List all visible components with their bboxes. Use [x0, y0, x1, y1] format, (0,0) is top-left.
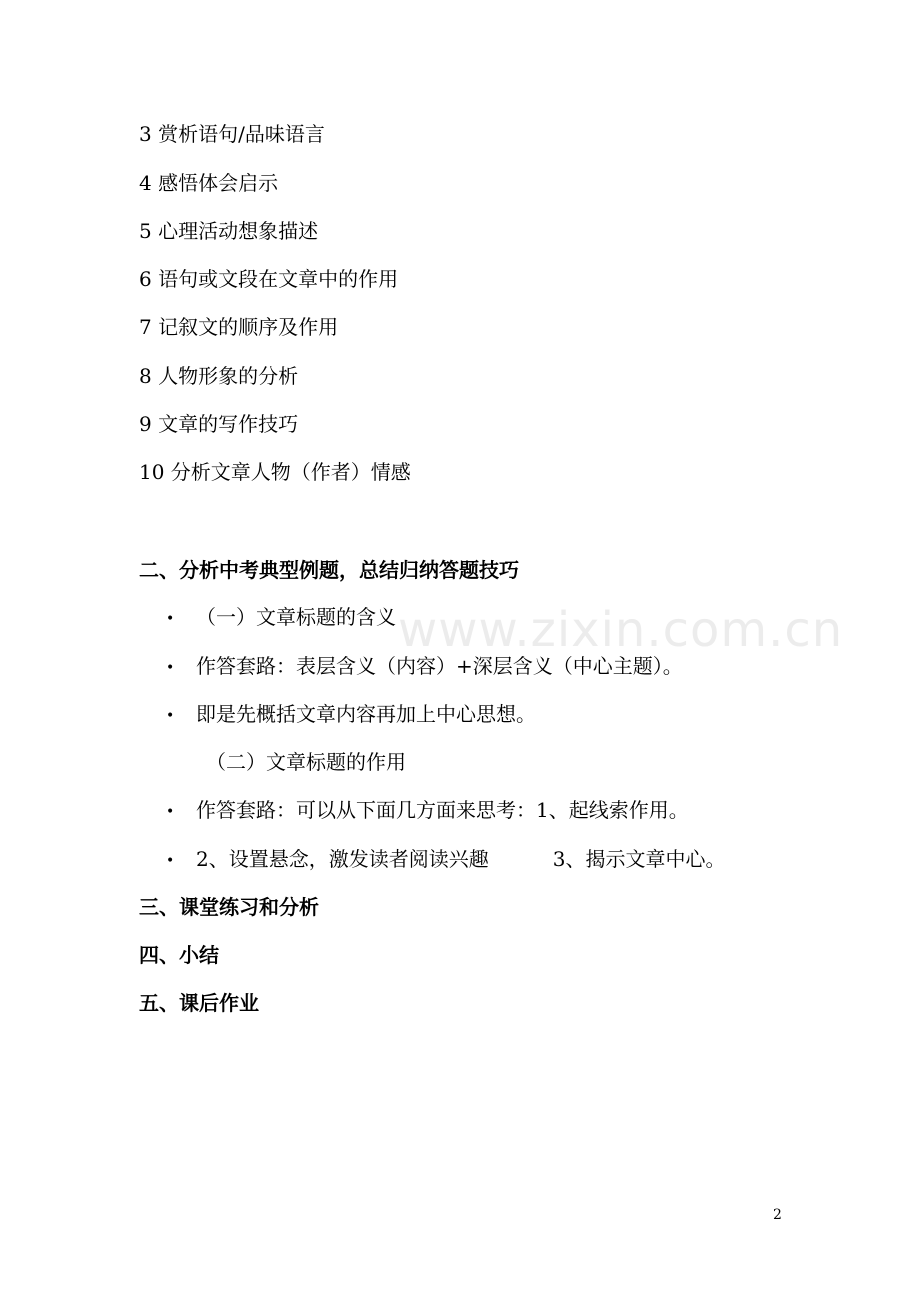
watermark: www.zixin.com.cn [398, 602, 844, 658]
bullet-icon: • [166, 852, 175, 869]
bullet-text: 作答套路：可以从下面几方面来思考：1、起线索作用。 [196, 798, 689, 822]
list-item: 5 心理活动想象描述 [139, 219, 319, 243]
list-item: 9 文章的写作技巧 [139, 412, 299, 436]
list-item: 10 分析文章人物（作者）情感 [139, 460, 411, 484]
bullet-item [166, 605, 396, 631]
list-item: 7 记叙文的顺序及作用 [139, 315, 339, 339]
section-heading: 四、小结 [139, 943, 219, 967]
list-item: 6 语句或文段在文章中的作用 [139, 267, 399, 291]
page-number: 2 [773, 1207, 782, 1223]
bullet-item [166, 654, 683, 680]
section-heading: 五、课后作业 [139, 991, 259, 1015]
section-heading: 三、课堂练习和分析 [139, 895, 319, 919]
list-item: 3 赏析语句/品味语言 [139, 122, 325, 146]
bullet-text: （一）文章标题的含义 [196, 605, 396, 629]
bullet-icon: • [166, 659, 175, 676]
subheading: （二）文章标题的作用 [206, 750, 406, 774]
bullet-text: 2、设置悬念，激发读者阅读兴趣 [196, 847, 489, 871]
bullet-item [166, 702, 536, 728]
bullet-item [166, 798, 689, 824]
list-item: 8 人物形象的分析 [139, 364, 299, 388]
bullet-item [166, 847, 725, 873]
bullet-icon: • [166, 610, 175, 627]
section-heading: 二、分析中考典型例题，总结归纳答题技巧 [139, 558, 519, 582]
bullet-text: 作答套路：表层含义（内容）+深层含义（中心主题）。 [196, 654, 683, 678]
bullet-text: 3、揭示文章中心。 [552, 847, 726, 871]
bullet-icon: • [166, 707, 175, 724]
bullet-text: 即是先概括文章内容再加上中心思想。 [196, 702, 536, 726]
list-item: 4 感悟体会启示 [139, 171, 279, 195]
bullet-icon: • [166, 803, 175, 820]
